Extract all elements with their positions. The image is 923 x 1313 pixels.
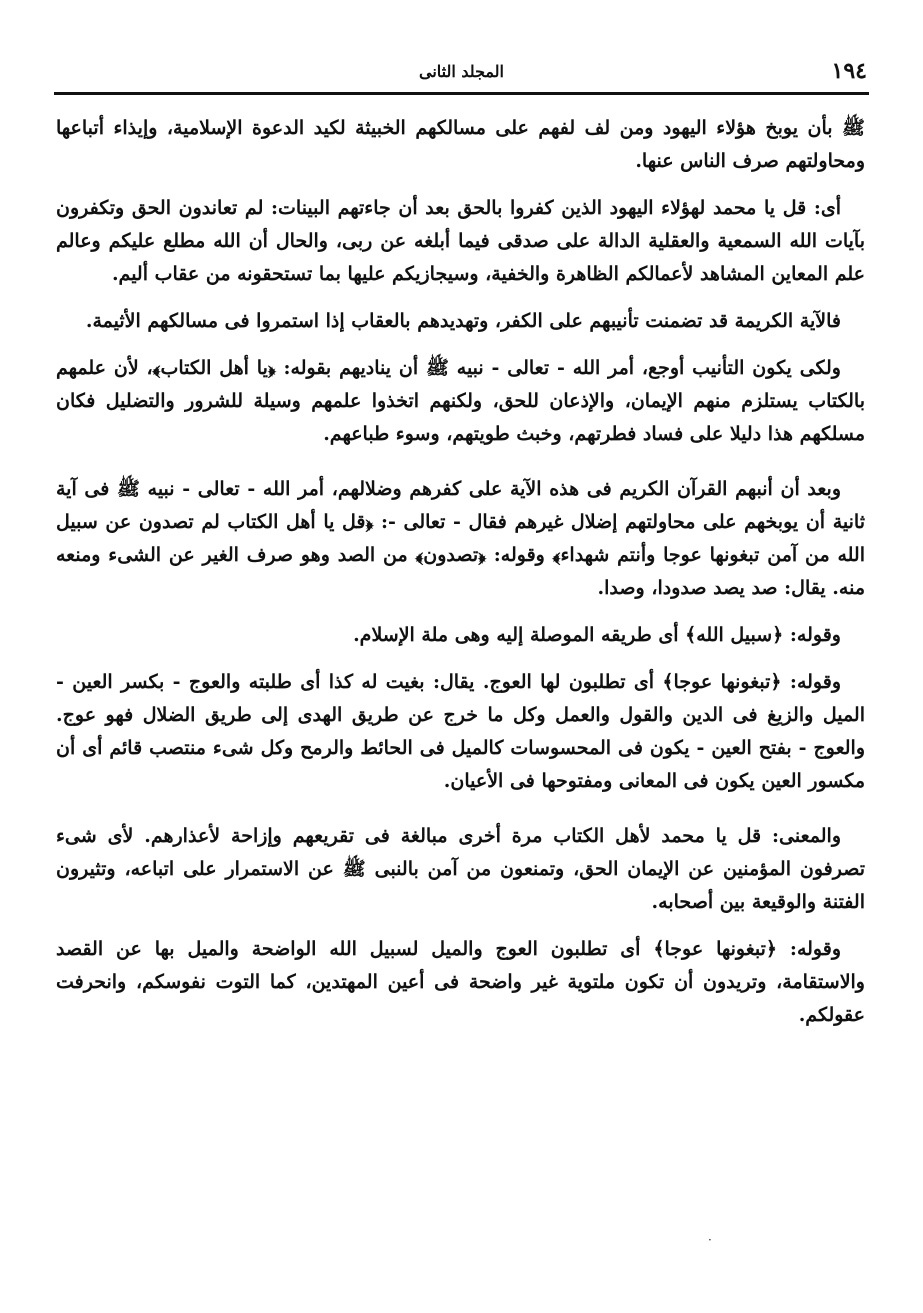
- paragraph: وقوله: ﴿تبغونها عوجا﴾ أى تطلبون لها العوج. يقال: بغيت له كذا أى طلبته والعوج - بكسر العين - الميل والزيغ فى الدين والقول والعمل وكل ما خرج عن طريق الهدى إلى طريق الضلال فهو عوج. والعوج - بفتح العين - يكون فى المحسوسات كالميل فى الحائط والرمح وكل شىء منتصب قائم أى أن مكسور العين يكون فى المعانى ومفتوحها فى الأعيان.: [56, 671, 865, 792]
- paragraph: وبعد أن أنبهم القرآن الكريم فى هذه الآية على كفرهم وضلالهم، أمر الله - تعالى - نبيه ﷺ فى آية ثانية أن يوبخهم على محاولتهم إضلال غيرهم فقال - تعالى -: ﴿قل يا أهل الكتاب لم تصدون عن سبيل الله من آمن تبغونها عوجا وأنتم شهداء﴾ وقوله: ﴿تصدون﴾ من الصد وهو صرف الغير عن الشىء ومنعه منه. يقال: صد يصد صدودا، وصدا.: [56, 478, 865, 599]
- paragraph: فالآية الكريمة قد تضمنت تأنيبهم على الكفر، وتهديدهم بالعقاب إذا استمروا فى مسالكهم الأثيمة.: [85, 310, 841, 332]
- header-rule: [54, 92, 869, 95]
- volume-title: المجلد الثانى: [419, 62, 504, 81]
- print-mark: ·: [708, 1233, 712, 1247]
- page-number: ١٩٤: [831, 58, 867, 84]
- paragraph: أى: قل يا محمد لهؤلاء اليهود الذين كفروا بالحق بعد أن جاءتهم البينات: لم تعاندون الحق وتكفرون بآيات الله السمعية والعقلية الدالة على صدقى فيما أبلغه عن ربى، والحال أن الله مطلع عليكم وعالم علم المعاين المشاهد لأعمالكم الظاهرة والخفية، وسيجازيكم عليها بما تستحقونه من عقاب أليم.: [56, 197, 865, 285]
- paragraph: وقوله: ﴿تبغونها عوجا﴾ أى تطلبون العوج والميل لسبيل الله الواضحة والميل بها عن القصد والاستقامة، وتريدون أن تكون ملتوية غير واضحة فى أعين المهتدين، كما التوت نفوسكم، وانحرفت عقولكم.: [56, 938, 865, 1026]
- paragraph: ﷺ بأن يوبخ هؤلاء اليهود ومن لف لفهم على مسالكهم الخبيثة لكيد الدعوة الإسلامية، وإيذاء أتباعها ومحاولتهم صرف الناس عنها.: [56, 117, 865, 172]
- page-header: [50, 56, 873, 92]
- paragraph: والمعنى: قل يا محمد لأهل الكتاب مرة أخرى مبالغة فى تقريعهم وإزاحة لأعذارهم. لأى شىء تصرفون المؤمنين عن الإيمان الحق، وتمنعون من آمن بالنبى ﷺ عن الاستمرار على اتباعه، وتثيرون الفتنة والوقيعة بين أصحابه.: [56, 825, 865, 913]
- paragraph: ولكى يكون التأنيب أوجع، أمر الله - تعالى - نبيه ﷺ أن يناديهم بقوله: ﴿يا أهل الكتاب﴾، لأن علمهم بالكتاب يستلزم منهم الإيمان، والإذعان للحق، ولكنهم اتخذوا علمهم وسيلة للشرور والتضليل فكان مسلكهم هذا دليلا على فساد فطرتهم، وخبث طويتهم، وسوء طباعهم.: [56, 357, 865, 445]
- page-body: [56, 112, 865, 1046]
- paragraph: وقوله: ﴿سبيل الله﴾ أى طريقه الموصلة إليه وهى ملة الإسلام.: [353, 624, 841, 646]
